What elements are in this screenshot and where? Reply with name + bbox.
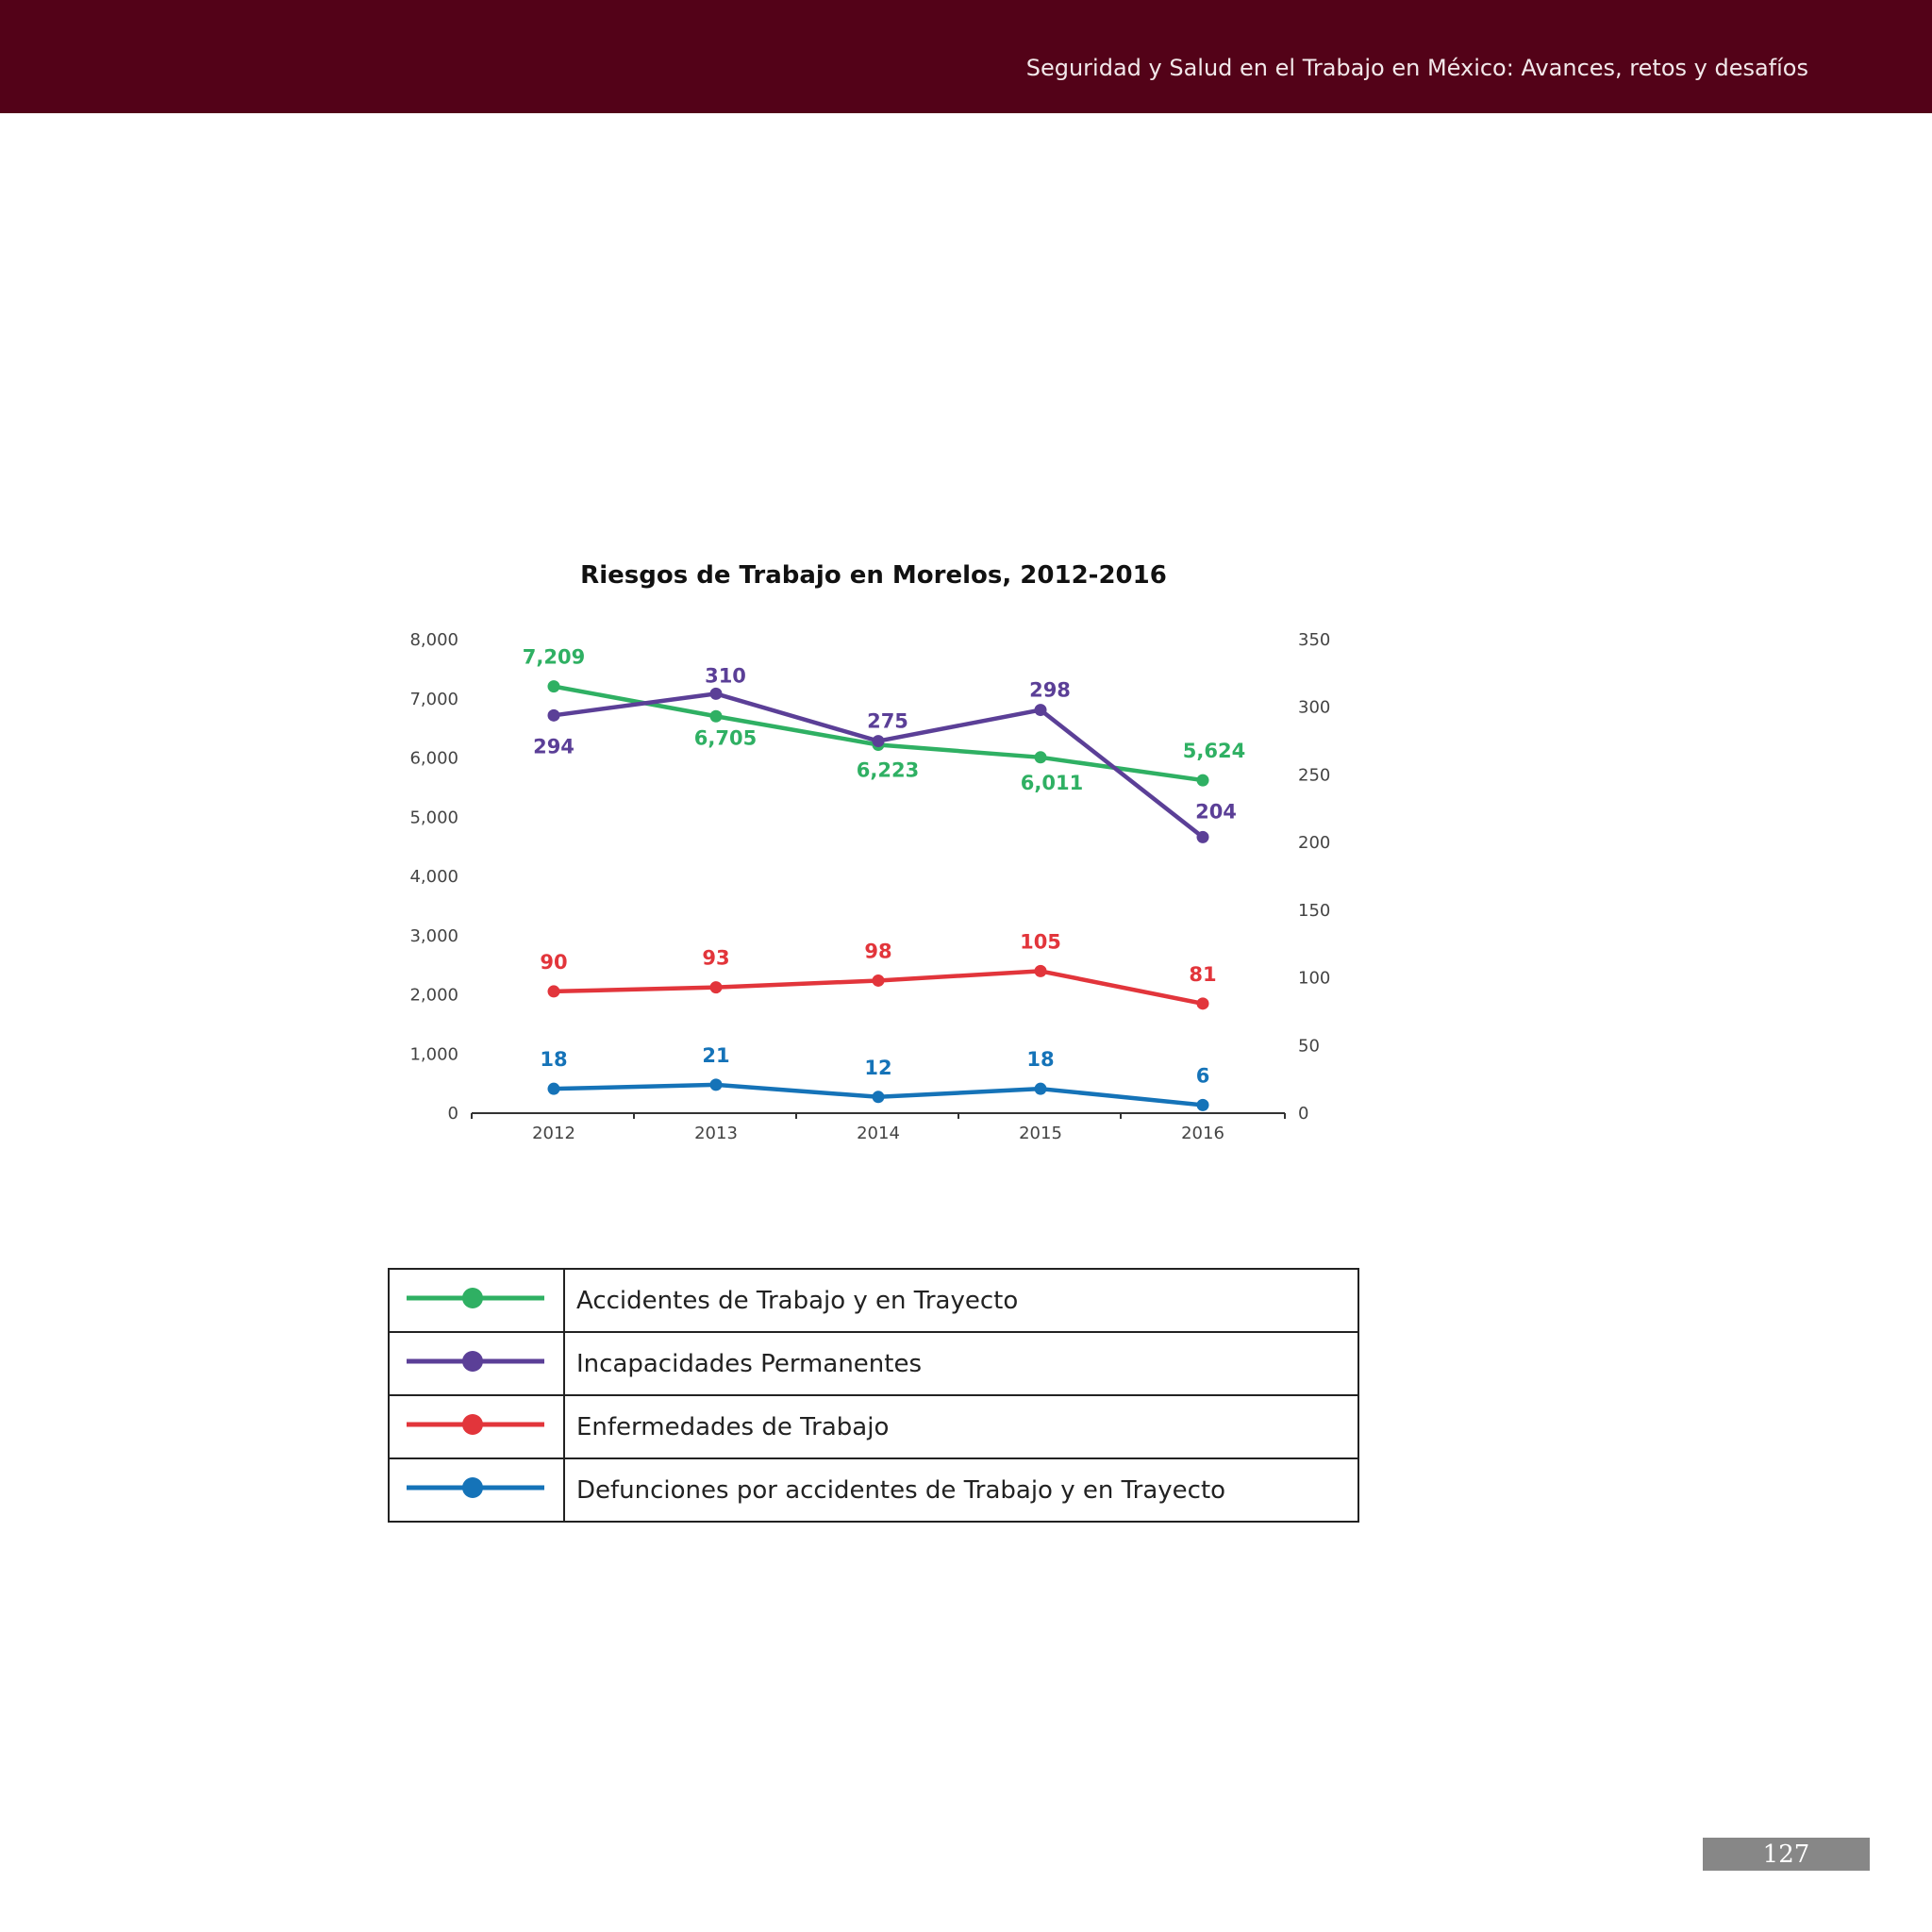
left-tick-label: 5,000 [409,808,458,828]
series-2 [533,664,1237,843]
data-label: 90 [540,950,568,974]
legend-row [389,1332,1358,1395]
legend-row [389,1269,1358,1332]
left-axis-ticks [409,630,458,1124]
legend-label: Incapacidades Permanentes [564,1332,1358,1395]
right-tick-label: 150 [1298,900,1331,921]
data-label: 6,011 [1020,771,1084,794]
left-tick-label: 4,000 [409,867,458,887]
data-point [1035,751,1047,763]
x-tick-label: 2016 [1181,1124,1224,1143]
series-4 [540,1044,1209,1111]
left-tick-label: 6,000 [409,748,458,769]
legend-row [389,1395,1358,1458]
data-label: 310 [705,664,746,688]
data-label: 5,624 [1182,740,1246,763]
data-label: 81 [1189,962,1217,986]
data-point [1035,965,1047,977]
data-point [1035,704,1047,716]
x-tick-label: 2012 [532,1124,575,1143]
left-tick-label: 8,000 [409,630,458,650]
right-tick-label: 0 [1298,1104,1309,1124]
data-point [548,1083,560,1095]
data-label: 275 [867,709,908,733]
data-point [548,985,560,997]
data-label: 6,705 [693,726,758,750]
data-point [1197,1099,1209,1111]
legend-marker [462,1351,483,1372]
left-tick-label: 0 [447,1104,458,1124]
data-point [710,688,723,700]
data-point [873,974,885,987]
legend-label: Accidentes de Trabajo y en Trayecto [564,1269,1358,1332]
right-tick-label: 50 [1298,1036,1320,1057]
right-tick-label: 350 [1298,630,1331,650]
legend-line-icon [390,1396,563,1453]
legend-line-icon [390,1459,563,1516]
legend-swatch [389,1458,564,1522]
data-label: 12 [864,1056,892,1079]
legend-swatch [389,1395,564,1458]
data-point [710,981,723,993]
x-tick-label: 2015 [1019,1124,1062,1143]
legend-row [389,1458,1358,1522]
data-point [548,709,560,722]
legend-marker [462,1288,483,1308]
right-tick-label: 100 [1298,968,1331,989]
data-point [1197,831,1209,843]
data-label: 93 [702,946,730,970]
x-tick-label: 2014 [857,1124,900,1143]
data-label: 6 [1195,1064,1210,1088]
series-3 [540,930,1216,1009]
legend-swatch [389,1332,564,1395]
data-point [710,1078,723,1091]
data-label: 21 [702,1043,730,1067]
legend-swatch [389,1269,564,1332]
data-label: 294 [533,735,575,758]
right-tick-label: 250 [1298,765,1331,786]
data-point [873,735,885,747]
left-tick-label: 1,000 [409,1044,458,1065]
data-label: 98 [864,940,892,963]
legend-marker [462,1414,483,1435]
left-tick-label: 2,000 [409,985,458,1006]
series-layer [523,646,1245,1111]
data-label: 18 [1026,1048,1055,1072]
data-label: 105 [1020,930,1061,954]
x-axis-labels [532,1124,1224,1143]
right-axis-ticks [1298,630,1330,1124]
x-tick-label: 2013 [694,1124,738,1143]
legend-line-icon [390,1333,563,1390]
data-label: 298 [1029,678,1071,702]
legend-marker [462,1477,483,1498]
page-number: 127 [1703,1838,1870,1871]
data-label: 7,209 [522,645,586,669]
data-point [1035,1083,1047,1095]
data-point [710,710,723,723]
data-label: 6,223 [856,758,920,782]
data-label: 18 [540,1048,568,1072]
legend-label: Defunciones por accidentes de Trabajo y en Trayecto [564,1458,1358,1522]
legend-line-icon [390,1270,563,1326]
right-tick-label: 200 [1298,833,1331,854]
header-title: Seguridad y Salud en el Trabajo en México: Avances, retos y desafíos [1025,55,1808,81]
data-point [1197,997,1209,1009]
legend-label: Enfermedades de Trabajo [564,1395,1358,1458]
chart-title: Riesgos de Trabajo en Morelos, 2012-2016 [580,561,1167,590]
data-point [548,680,560,692]
right-tick-label: 300 [1298,697,1331,718]
data-point [873,1091,885,1103]
data-point [1197,774,1209,787]
legend [388,1268,1359,1523]
data-label: 204 [1195,800,1237,824]
left-tick-label: 7,000 [409,689,458,709]
left-tick-label: 3,000 [409,925,458,946]
